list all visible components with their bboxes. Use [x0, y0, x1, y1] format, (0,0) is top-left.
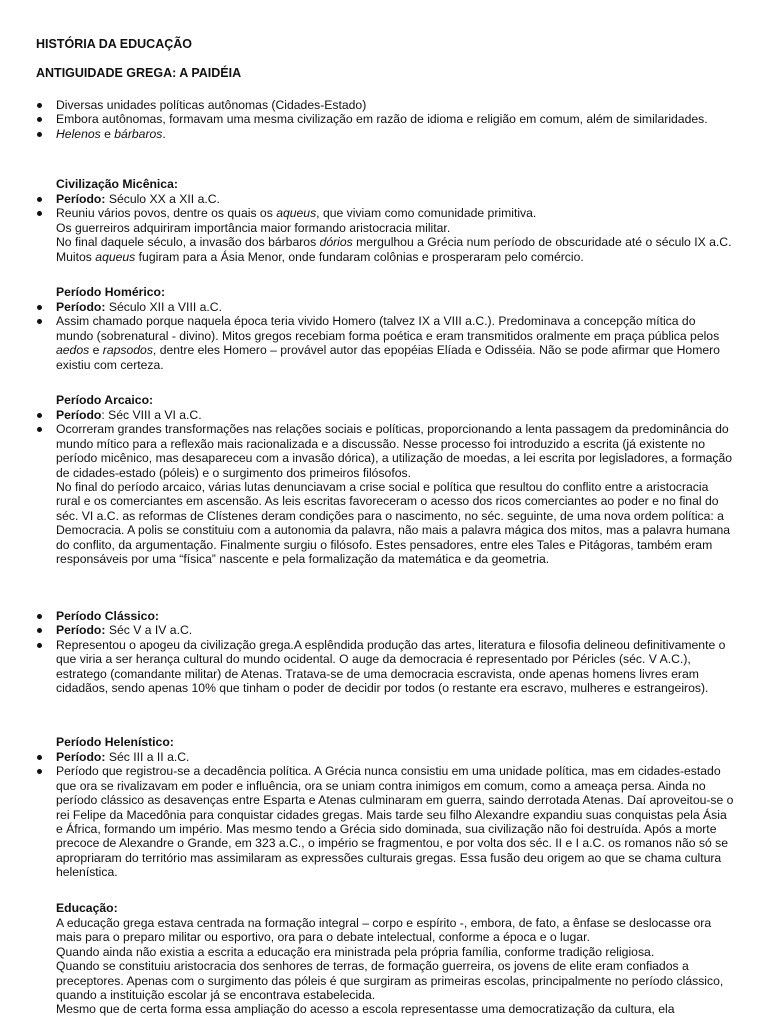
- paragraph: A educação grega estava centrada na formação integral – corpo e espírito -, embora, de fato, a ênfase se deslocasse ora mais para o preparo militar ou esportivo, ora para o debate intelectual, conforme a época e o lugar.: [56, 916, 712, 945]
- document-title: HISTÓRIA DA EDUCAÇÃO: [36, 37, 193, 51]
- section-title-homerico: Período Homérico:: [56, 285, 166, 299]
- list-item: Embora autônomas, formavam uma mesma civilização em razão de idioma e religião em comum, além de similaridades.: [36, 112, 736, 126]
- list-item: Diversas unidades políticas autônomas (Cidades-Estado): [36, 98, 736, 112]
- section-title-educacao: Educação:: [56, 901, 118, 915]
- section-title-arcaico: Período Arcaico:: [56, 393, 154, 407]
- document-subtitle: ANTIGUIDADE GREGA: A PAIDÉIA: [36, 66, 242, 80]
- list-item: Período: Século XII a VIII a.C.: [36, 300, 736, 314]
- arcaico-section: [36, 408, 736, 566]
- micenica-section: [36, 192, 736, 264]
- section-title-classico: Período Clássico:: [56, 609, 159, 623]
- helenistico-section: [36, 750, 736, 880]
- section-title-micenica: Civilização Micênica:: [56, 177, 178, 191]
- list-item: Período: Século XX a XII a.C.: [36, 192, 736, 206]
- paragraph: No final daquele século, a invasão dos bárbaros dórios mergulhou a Grécia num período de obscuridade até o século IX a.C. Muitos aqueus fugiram para a Ásia Menor, onde fundaram colônias e prosperaram pelo comércio.: [56, 235, 732, 264]
- list-item: Período que registrou-se a decadência política. A Grécia nunca consistiu em uma unidade política, mas em cidades-estado que ora se rivalizavam em poder e influência, ora se uniam contra inimigos em comum, como a ameaça persa. Ainda no período clássico as desavenças entre Esparta e Atenas culminaram em guerra, saindo derrotada Atenas. Daí aproveitou-se o rei Felipe da Macedônia para conquistar cidades gregas. Mais tarde seu filho Alexandre expandiu suas conquistas pela Ásia e África, formando um império. Mas mesmo tendo a Grécia sido dominada, sua civilização não foi destruída. Após a morte precoce de Alexandre o Grande, em 323 a.C., o império se fragmentou, e por volta dos séc. II e I a.C. os romanos não só se apropriaram do território mas assimilaram as expressões culturais gregas. Essa fusão deu origem ao que se chama cultura helenística.: [36, 764, 736, 879]
- list-item: Período: Séc VIII a VI a.C.: [36, 408, 736, 422]
- list-item: Assim chamado porque naquela época teria vivido Homero (talvez IX a VIII a.C.). Predominava a concepção mítica do mundo (sobrenatural - divino). Mitos gregos recebiam forma poética e eram transmitidos oralmente em praça pública pelos aedos e rapsodos, dentre eles Homero – provável autor das epopéias Elíada e Odisséia. Não se pode afirmar que Homero existiu com certeza.: [36, 314, 736, 372]
- list-item: Reuniu vários povos, dentre os quais os aqueus, que viviam como comunidade primitiva.: [36, 206, 736, 220]
- list-item: Período: Séc III a II a.C.: [36, 750, 736, 764]
- homerico-section: [36, 300, 736, 372]
- list-item: Representou o apogeu da civilização grega.A esplêndida produção das artes, literatura e filosofia delineou definitivamente o que viria a ser herança cultural do mundo ocidental. O auge da democracia é representado por Péricles (séc. V A.C.), estratego (comandante militar) de Atenas. Tratava-se de uma democracia escravista, onde apenas homens livres eram cidadãos, sendo apenas 10% que tinham o poder de decidir por todos (o restante era escravo, mulheres e estrangeiros).: [36, 638, 736, 696]
- paragraph: Mesmo que de certa forma essa ampliação do acesso a escola representasse uma democratização da cultura, ela: [56, 1002, 675, 1017]
- list-item: [36, 609, 736, 623]
- paragraph: No final do período arcaico, várias lutas denunciavam a crise social e política que resultou do conflito entre a aristocracia rural e os comerciantes em ascensão. As leis escritas favoreceram o acesso dos ricos comerciantes ao poder e no final do séc. VI a.C. as reformas de Clístenes deram condições para o nascimento, no séc. seguinte, de uma nova ordem política: a Democracia. A polis se constituiu com a autonomia da palavra, não mais a palavra mágica dos mitos, mas a palavra humana do conflito, da argumentação. Finalmente surgiu o filósofo. Estes pensadores, entre eles Tales e Pitágoras, também eram responsáveis por uma “física” nascente e pela formalização da matemática e da geometria.: [56, 480, 731, 567]
- list-item: Período: Séc V a IV a.C.: [36, 623, 736, 637]
- paragraph: Quando se constituiu aristocracia dos senhores de terras, de formação guerreira, os jovens de elite eram confiados a preceptores. Apenas com o surgimento das póleis é que surgiram as primeiras escolas, principalmente no período clássico, quando a instituição escolar já se encontrava estabelecida.: [56, 959, 724, 1003]
- paragraph: Quando ainda não existia a escrita a educação era ministrada pela própria família, conforme tradição religiosa.: [56, 944, 655, 959]
- section-title-helenistico: Período Helenístico:: [56, 735, 174, 749]
- list-item: Ocorreram grandes transformações nas relações sociais e políticas, proporcionando a lenta passagem da predominância do mundo mítico para a reflexão mais racionalizada e a discussão. Nesse processo foi introduzido a escrita (já existente no período micênico, mas desapareceu com a invasão dórica), a utilização de moedas, a lei escrita por legisladores, a formação de cidades-estado (póleis) e o surgimento dos primeiros filósofos.: [36, 422, 736, 480]
- classico-section: [36, 609, 736, 695]
- list-item: Helenos e bárbaros.: [36, 127, 736, 141]
- intro-list: [36, 98, 736, 141]
- educacao-section: [56, 916, 736, 1017]
- intro-section: [36, 98, 736, 141]
- paragraph: Os guerreiros adquiriram importância maior formando aristocracia militar.: [56, 220, 451, 235]
